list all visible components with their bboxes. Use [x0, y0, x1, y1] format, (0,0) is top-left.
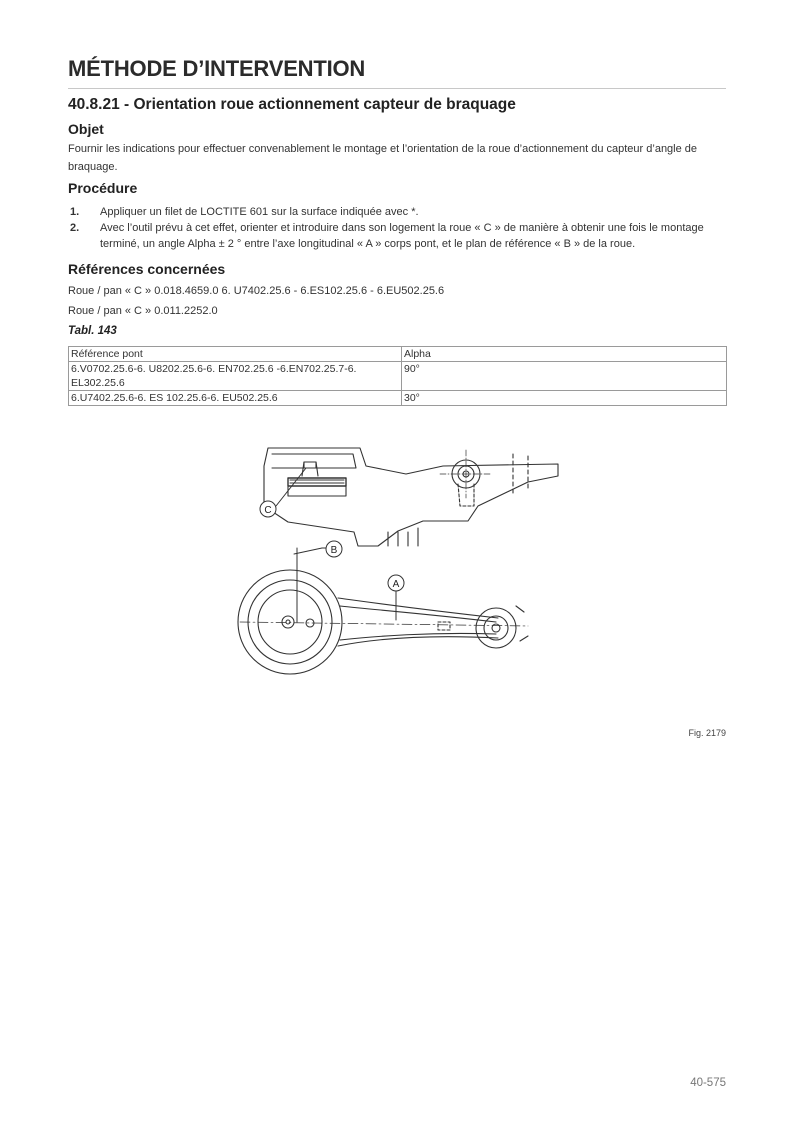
reference-line: Roue / pan « C » 0.011.2252.0 [68, 305, 218, 317]
procedure-step [68, 204, 728, 220]
callout-a-label: A [392, 579, 400, 590]
step-number: 2. [70, 222, 80, 234]
table-row [69, 391, 727, 406]
callout-b-label: B [330, 545, 338, 556]
table-cell: 30° [402, 391, 727, 406]
objet-heading: Objet [68, 121, 104, 137]
upper-housing-view [264, 448, 558, 546]
lower-wheel-view [238, 570, 528, 674]
page-title: MÉTHODE D’INTERVENTION [68, 56, 726, 89]
technical-drawing [228, 436, 588, 706]
table-row [69, 362, 727, 391]
callout-b [326, 541, 342, 557]
callout-c-label: C [264, 505, 272, 516]
table-cell: 6.U7402.25.6-6. ES 102.25.6-6. EU502.25.6 [69, 391, 402, 406]
table-caption: Tabl. 143 [68, 325, 117, 337]
callout-c [260, 501, 276, 517]
references-heading: Références concernées [68, 261, 226, 277]
objet-text: Fournir les indications pour effectuer convenablement le montage et l’orientation de la roue d’actionnement du capteur d’angle de braquage. [68, 143, 698, 173]
callout-a [388, 575, 404, 591]
figure-label: Fig. 2179 [688, 728, 726, 738]
reference-table [68, 346, 727, 406]
table-cell: 6.V0702.25.6-6. U8202.25.6-6. EN702.25.6 -6.EN702.25.7-6. EL302.25.6 [69, 362, 402, 391]
step-text: Avec l’outil prévu à cet effet, orienter et introduire dans son logement la roue « C » de manière à obtenir une fois le montage terminé, un angle Alpha ± 2 ° entre l’axe longitudinal « A » corps pont, et le plan de référence « B » de la roue. [100, 222, 704, 250]
step-text: Appliquer un filet de LOCTITE 601 sur la surface indiquée avec *. [100, 206, 419, 218]
page-number: 40-575 [690, 1077, 726, 1089]
table-header-cell: Alpha [402, 347, 727, 362]
section-title: 40.8.21 - Orientation roue actionnement capteur de braquage [68, 96, 516, 113]
table-header-row [69, 347, 727, 362]
step-number: 1. [70, 206, 80, 218]
reference-line: Roue / pan « C » 0.018.4659.0 6. U7402.25.6 - 6.ES102.25.6 - 6.EU502.25.6 [68, 285, 445, 297]
procedure-step [68, 220, 728, 252]
procedure-steps [68, 204, 728, 252]
procedure-heading: Procédure [68, 180, 138, 196]
table-cell: 90° [402, 362, 727, 391]
table-header-cell: Référence pont [69, 347, 402, 362]
